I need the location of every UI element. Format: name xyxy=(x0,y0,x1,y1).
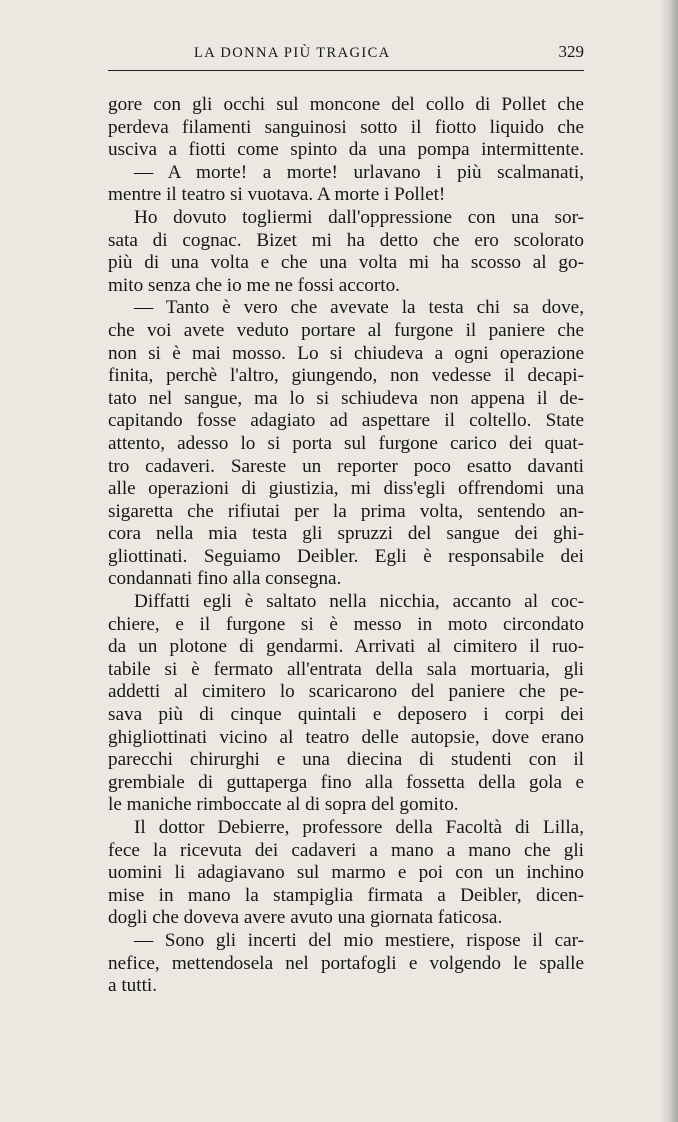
binding-shadow xyxy=(660,0,678,1122)
text-line: attento, adesso lo si porta sul furgone carico dei quat- xyxy=(108,432,584,454)
page-number: 329 xyxy=(558,42,584,61)
text-line: addetti al cimitero lo scaricarono del paniere che pe- xyxy=(108,681,584,703)
text-line: fece la ricevuta dei cadaveri a mano a mano che gli xyxy=(108,839,584,861)
text-line: tabile si è fermato all'entrata della sala mortuaria, gli xyxy=(108,658,584,680)
text-line: mentre il teatro si vuotava. A morte i Pollet! xyxy=(108,184,446,206)
text-line: uomini li adagiavano sul marmo e poi con un inchino xyxy=(108,862,584,884)
text-line: ghigliottinati vicino al teatro delle autopsie, dove erano xyxy=(108,726,584,748)
text-line: usciva a fiotti come spinto da una pompa intermittente. xyxy=(108,139,584,161)
text-line: chiere, e il furgone si è messo in moto circondato xyxy=(108,613,584,635)
text-line: cora nella mia testa gli spruzzi del sangue dei ghi- xyxy=(108,523,584,545)
text-line: che voi avete veduto portare al furgone il paniere che xyxy=(108,319,584,341)
header-rule xyxy=(108,70,584,71)
text-line: perdeva filamenti sanguinosi sotto il fiotto liquido che xyxy=(108,116,584,138)
text-line: le maniche rimboccate al di sopra del gomito. xyxy=(108,794,459,816)
text-line: alle operazioni di giustizia, mi diss'egli offrendomi una xyxy=(108,478,584,500)
text-line: tato nel sangue, ma lo si schiudeva non appena il de- xyxy=(108,387,584,409)
text-line: nefice, mettendosela nel portafogli e volgendo le spalle xyxy=(108,952,584,974)
text-line: mise in mano la stampiglia firmata a Deibler, dicen- xyxy=(108,884,584,906)
text-line: sigaretta che rifiutai per la prima volta, sentendo an- xyxy=(108,500,584,522)
text-line: tro cadaveri. Sareste un reporter poco esatto davanti xyxy=(108,455,584,477)
text-line: dogli che doveva avere avuto una giornata faticosa. xyxy=(108,907,503,929)
text-line: — Sono gli incerti del mio mestiere, rispose il car- xyxy=(134,929,584,951)
text-line: sata di cognac. Bizet mi ha detto che ero scolorato xyxy=(108,229,584,251)
text-line: parecchi chirurghi e una diecina di studenti con il xyxy=(108,749,584,771)
text-line: mito senza che io me ne fossi accorto. xyxy=(108,274,400,296)
text-line: grembiale di guttaperga fino alla fossetta della gola e xyxy=(108,771,584,793)
text-line: sava più di cinque quintali e deposero i corpi dei xyxy=(108,704,584,726)
text-line: condannati fino alla consegna. xyxy=(108,568,342,590)
text-line: — Tanto è vero che avevate la testa chi sa dove, xyxy=(134,297,584,319)
text-line: finita, perchè l'altro, giungendo, non vedesse il decapi- xyxy=(108,365,584,387)
text-line: Il dottor Debierre, professore della Facoltà di Lilla, xyxy=(134,817,584,838)
body-text xyxy=(108,94,584,998)
text-line: capitando fosse adagiato ad aspettare il coltello. State xyxy=(108,410,584,432)
page-header xyxy=(108,42,584,64)
text-line: Ho dovuto togliermi dall'oppressione con una sor- xyxy=(134,206,584,228)
text-line: gore con gli occhi sul moncone del collo di Pollet che xyxy=(108,94,584,115)
running-title: LA DONNA PIÙ TRAGICA xyxy=(194,45,391,61)
text-line: da un plotone di gendarmi. Arrivati al cimitero il ruo- xyxy=(108,636,584,658)
text-line: più di una volta e che una volta mi ha scosso al go- xyxy=(108,252,584,274)
text-line: non si è mai mosso. Lo si chiudeva a ogni operazione xyxy=(108,342,584,364)
text-line: gliottinati. Seguiamo Deibler. Egli è responsabile dei xyxy=(108,545,584,567)
text-line: a tutti. xyxy=(108,975,158,997)
text-line: — A morte! a morte! urlavano i più scalmanati, xyxy=(134,161,584,183)
text-line: Diffatti egli è saltato nella nicchia, accanto al coc- xyxy=(134,591,584,613)
